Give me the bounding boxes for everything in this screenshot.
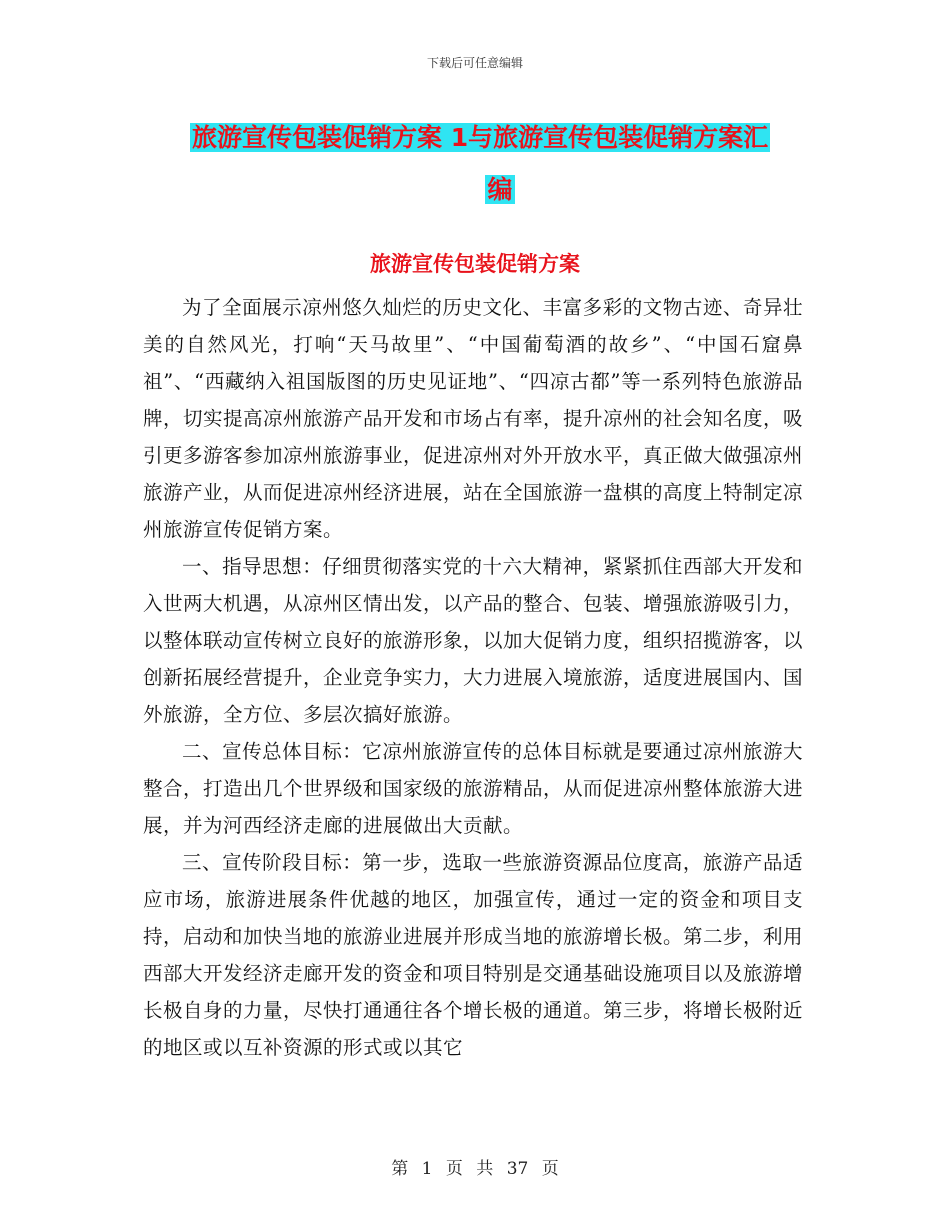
paragraph-overall-goal: 二、宣传总体目标：它凉州旅游宣传的总体目标就是要通过凉州旅游大整合，打造出几个世界级和国家级的旅游精品，从而促进凉州整体旅游大进展，并为河西经济走廊的进展做出大贡献。	[143, 740, 804, 837]
section-title: 旅游宣传包装促销方案	[370, 252, 580, 276]
paragraph-intro: 为了全面展示凉州悠久灿烂的历史文化、丰富多彩的文物古迹、奇异壮美的自然风光，打响“天马故里”、“中国葡萄酒的故乡”、“中国石窟鼻祖”、“西藏纳入祖国版图的历史见证地”、“四凉古都”等一系列特色旅游品牌，切实提高凉州旅游产品开发和市场占有率，提升凉州的社会知名度，吸引更多游客参加凉州旅游事业，促进凉州对外开放水平，真正做大做强凉州旅游产业，从而促进凉州经济进展，站在全国旅游一盘棋的高度上特制定凉州旅游宣传促销方案。	[143, 296, 804, 541]
document-title-line-1: 旅游宣传包装促销方案 1与旅游宣传包装促销方案汇	[192, 123, 769, 152]
header-note: 下载后可任意编辑	[426, 56, 523, 70]
paragraph-guiding-thought: 一、指导思想：仔细贯彻落实党的十六大精神，紧紧抓住西部大开发和入世两大机遇，从凉州区情出发，以产品的整合、包装、增强旅游吸引力，以整体联动宣传树立良好的旅游形象，以加大促销力度，组织招揽游客，以创新拓展经营提升，企业竞争实力，大力进展入境旅游，适度进展国内、国外旅游，全方位、多层次搞好旅游。	[143, 555, 804, 726]
page-number: 第 1 页 共 37 页	[391, 1159, 559, 1179]
document-title	[190, 112, 810, 216]
document-title-line-2: 编	[487, 175, 513, 204]
document-body	[143, 289, 803, 1066]
paragraph-stage-goals: 三、宣传阶段目标：第一步，选取一些旅游资源品位度高，旅游产品适应市场，旅游进展条件优越的地区，加强宣传，通过一定的资金和项目支持，启动和加快当地的旅游业进展并形成当地的旅游增长极。第二步，利用西部大开发经济走廊开发的资金和项目特别是交通基础设施项目以及旅游增长极自身的力量，尽快打通通往各个增长极的通道。第三步，将增长极附近的地区或以互补资源的形式或以其它	[143, 851, 804, 1059]
